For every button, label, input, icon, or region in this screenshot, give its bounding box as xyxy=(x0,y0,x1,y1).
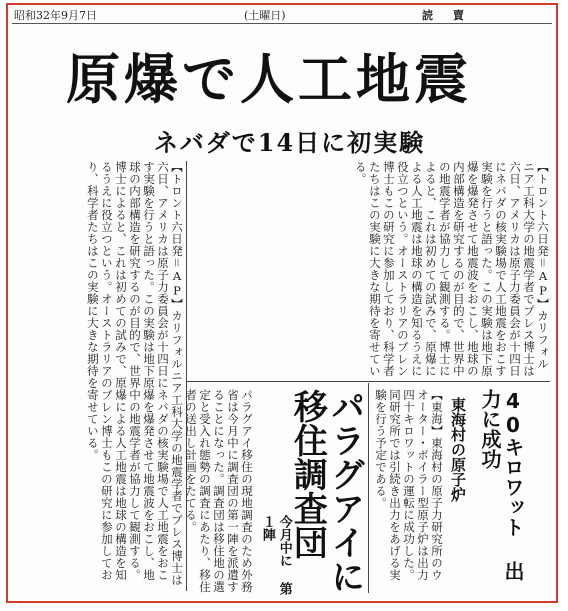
article1-headline: 原爆で人工地震 xyxy=(66,48,472,111)
article2-headline: 40キロワット 出力に成功 xyxy=(478,389,525,581)
article2-subhead: 東海村の原子炉 xyxy=(449,397,467,502)
article2-body xyxy=(372,389,444,589)
header-paper-name: 読 賣 xyxy=(422,9,472,22)
article3-body xyxy=(183,389,254,593)
page-header xyxy=(12,5,552,24)
article3-headline: パラグアイに 移住調査団 xyxy=(287,389,365,593)
article1-body-left xyxy=(12,161,184,591)
header-weekday: (土曜日) xyxy=(244,9,286,22)
article2-body-text: 【東海】東海村の原子力研究所のウオーター・ボイラー型原子炉は出力四十キロワットの運転に成功した。同研究所では引続き出力をあげる実験を行う予定である。 xyxy=(373,389,444,581)
newspaper-clipping xyxy=(6,3,558,603)
article1-subhead: ネバダで14日に初実験 xyxy=(154,128,426,157)
article3-body-text: パラグアイ移住の現地調査のため外務省は今月中に調査団の第一陣を派遣することになった。調査団は移住地の選定と受入れ態勢の調査にあたり、移住者の送出し計画をたてる。 xyxy=(183,389,254,593)
article1-body-right xyxy=(188,161,550,379)
article1-body-text: 【トロント六日発＝AP】カリフォルニア工科大学の地震学者でプレス博士は六日、アメリカは原子力委員会が十四日にネバダの核実験場で人工地震をおこす実験を行うと語った。この実験は地下原爆を爆発させて地震波をおこし、地球の内部構造を研究するのが目的で、世界中の地震学者が協力して観測する。博士によると、これは初めての試みで、原爆による人工地震は地球の構造を知るうえに役立つという。オーストラリアのブレン博士もこの研究に参加しており、科学者たちはこの実験に大きな期待を寄せている。 xyxy=(353,161,550,377)
article1-body-continued: 【トロント六日発＝AP】カリフォルニア工科大学の地震学者でプレス博士は六日、アメリカは原子力委員会が十四日にネバダの核実験場で人工地震をおこす実験を行うと語った。この実験は地下原爆を爆発させて地震波をおこし、地球の内部構造を研究するのが目的で、世界中の地震学者が協力して観測する。博士によると、これは初めての試みで、原爆による人工地震は地球の構造を知るうえに役立つという。オーストラリアのブレン博士もこの研究に参加しており、科学者たちはこの実験に大きな期待を寄せている。 xyxy=(85,161,184,586)
divider-horizontal xyxy=(186,381,550,382)
header-date: 昭和32年9月7日 xyxy=(14,9,97,22)
article3-subhead: 今月中に 第１陣 xyxy=(259,515,292,595)
divider-vertical-2 xyxy=(368,383,369,593)
